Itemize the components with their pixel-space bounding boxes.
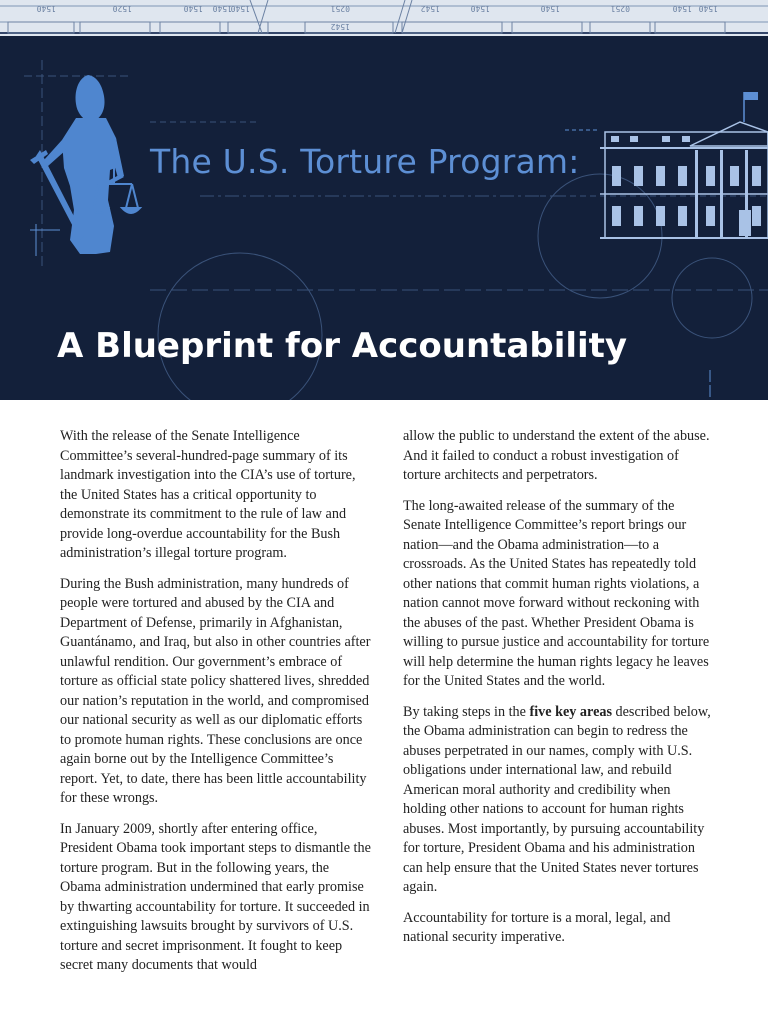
blueprint-label: 1540 [672,4,692,13]
blueprint-label: 1540 [36,4,56,13]
blueprint-label: 1542 [330,22,350,31]
paragraph: During the Bush administration, many hundreds of people were tortured and abused by the CIA and Department of Defense, primarily in Afghanistan, Guantánamo, and Iraq, but also in other countries after unlawful rendition. Our government’s embrace of torture as official state policy shattered lives, shredded our nation’s reputation in the world, and compromised our national security as well as our diplomatic efforts to promote human rights. These conclusions are once again borne out by the Intelligence Committee’s report. Yet, to date, there has been little accountability for these wrongs. [60,575,371,806]
blueprint-label: 0251 [330,4,350,13]
blueprint-label: 0251 [610,4,630,13]
body-column-right [403,427,715,959]
blueprint-label: 1542 [420,4,440,13]
paragraph: In January 2009, shortly after entering office, President Obama took important steps to dismantle the torture program. But in the following years, the Obama administration undermined that early promise by thwarting accountability for torture. It succeeded in extinguishing lawsuits brought by survivors of U.S. torture and secret imprisonment. It fought to keep secret many documents that would [60,820,371,973]
paragraph: With the release of the Senate Intelligence Committee’s several-hundred-page summary of its landmark investigation into the CIA’s use of torture, the United States has a critical opportunity to demonstrate its commitment to the rule of law and provide long-overdue accountability for the Bush administration’s illegal torture program. [60,428,356,561]
blueprint-label: 1540 [698,4,718,13]
blueprint-label: 1540 [540,4,560,13]
paragraph: The long-awaited release of the summary of the Senate Intelligence Committee’s report brings our nation—and the Obama administration—to a crossroads. As the United States has repeatedly told other nations that commit human rights violations, a nation cannot move forward without reckoning with the abuses of the past. Whether President Obama is willing to pursue justice and accountability for torture will help determine the human rights legacy he leaves for the United States and the world. [403,497,710,689]
paragraph: Accountability for torture is a moral, legal, and national security imperative. [403,909,671,945]
header-banner [0,0,768,400]
paragraph [403,703,715,898]
blueprint-label: 1540 [230,4,250,13]
white-house-illustration [600,92,768,238]
body-column-left [60,427,372,987]
lady-justice-illustration [30,75,124,254]
page-title: A Blueprint for Accountability [57,326,628,366]
paragraph: allow the public to understand the extent of the abuse. And it failed to conduct a robust investigation of torture architects and perpetrators. [403,428,710,483]
blueprint-label: 1540 [183,4,203,13]
blueprint-label: 1540 [470,4,490,13]
blueprint-label: 1540 [212,4,232,13]
paragraph-text: described below, the Obama administration can begin to redress the abuses perpetrated in our names, comply with U.S. obligations under international law, and rebuild American moral authority and credibility when holding other nations to account for human rights abuses. Most importantly, by pursuing accountability for torture, President Obama and his administration can help ensure that the United States never tortures again. [403,703,711,895]
subtitle: The U.S. Torture Program: [150,142,580,181]
blueprint-label: 1520 [112,4,132,13]
paragraph-text: By taking steps in the [403,703,530,720]
five-key-areas-emphasis: five key areas [529,703,612,720]
